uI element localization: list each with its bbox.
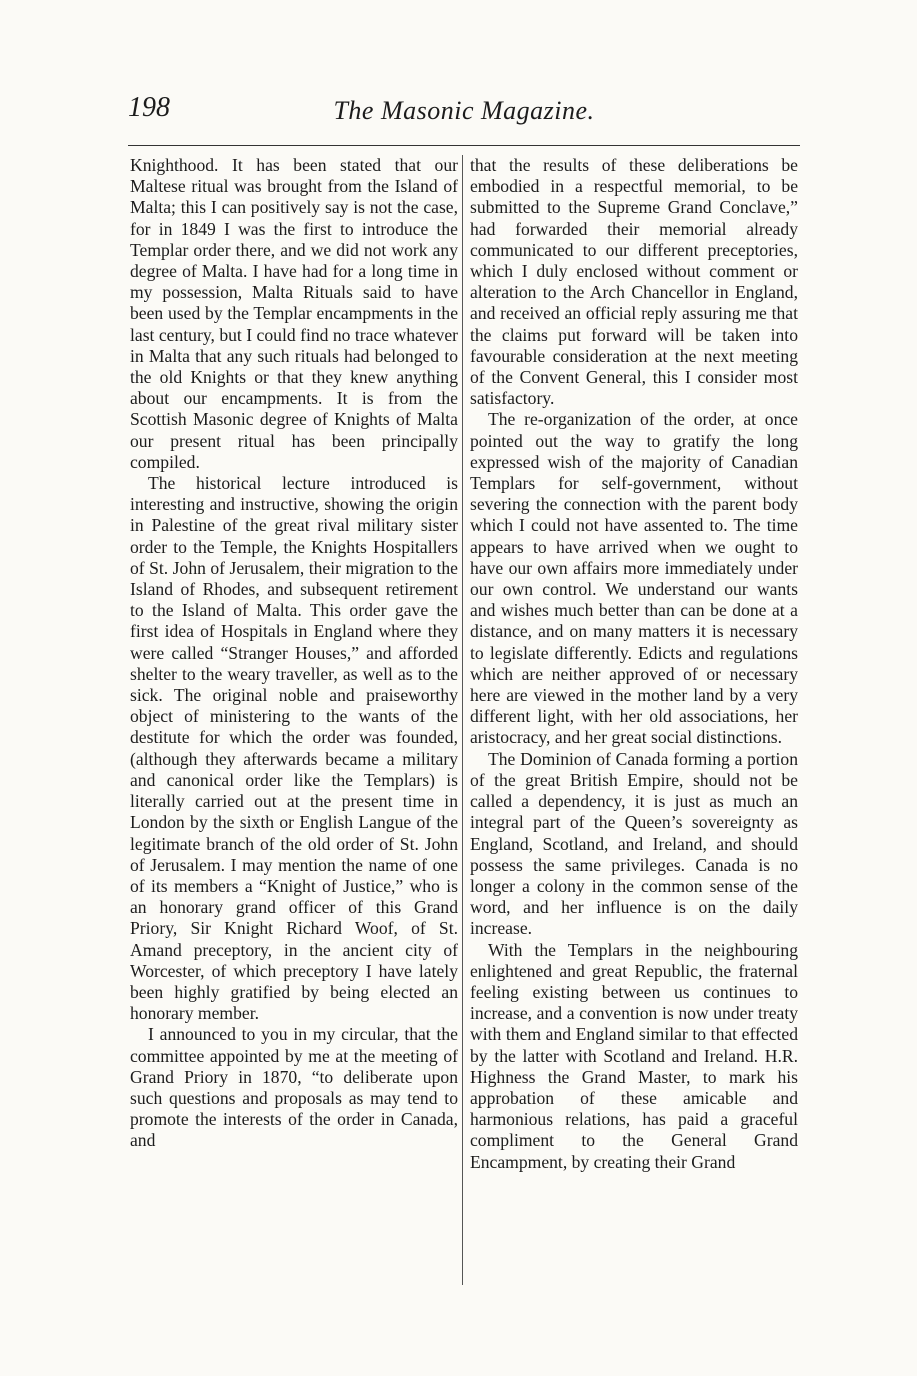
running-title: The Masonic Magazine.	[333, 96, 595, 125]
page-header	[128, 92, 800, 132]
paragraph: The Dominion of Canada forming a portion of the great British Empire, should not be called a dependency, it is just as much an integral part of the Queen’s sovereignty as England, Scotland, and Ireland, and should possess the same privileges. Canada is no longer a colony in the common sense of the word, and her influence is on the daily increase.	[470, 748, 798, 939]
left-column	[130, 155, 458, 1152]
header-rule	[128, 145, 800, 146]
column-divider	[462, 155, 463, 1285]
paragraph: The re-organization of the order, at once pointed out the way to gratify the long expressed wish of the majority of Canadian Templars for self-government, without severing the connection with the parent body which I could not have assented to. The time appears to have arrived when we ought to have our own affairs more immediately under our own control. We understand our wants and wishes much better than can be done at a distance, and on many matters it is necessary to legislate differently. Edicts and regulations which are neither approved of or necessary here are viewed in the mother land by a very different light, with her old associations, her aristocracy, and her great social distinctions.	[470, 409, 798, 748]
paragraph: that the results of these deliberations be embodied in a respectful memorial, to be submitted to the Supreme Grand Conclave,” had forwarded their memorial already communicated to our different preceptories, which I duly enclosed without comment or alteration to the Arch Chancellor in England, and received an official reply assuring me that the claims put forward will be taken into favourable consideration at the next meeting of the Convent General, this I consider most satisfactory.	[470, 155, 798, 409]
right-column	[470, 155, 798, 1173]
paragraph: With the Templars in the neighbouring enlightened and great Republic, the fraternal feeling existing between us continues to increase, and a convention is now under treaty with them and England similar to that effected by the latter with Scotland and Ireland. H.R. Highness the Grand Master, to mark his approbation of these amicable and harmonious relations, has paid a graceful compliment to the General Grand Encampment, by creating their Grand	[470, 939, 798, 1172]
paragraph: I announced to you in my circular, that the committee appointed by me at the meeting of Grand Priory in 1870, “to deliberate upon such questions and proposals as may tend to promote the interests of the order in Canada, and	[130, 1024, 458, 1151]
paragraph: Knighthood. It has been stated that our Maltese ritual was brought from the Island of Malta; this I can positively say is not the case, for in 1849 I was the first to introduce the Templar order there, and we did not work any degree of Malta. I have had for a long time in my possession, Malta Rituals said to have been used by the Templar encampments in the last century, but I could find no trace whatever in Malta that any such rituals had belonged to the old Knights or that they knew anything about our encampments. It is from the Scottish Masonic degree of Knights of Malta our present ritual has been principally compiled.	[130, 155, 458, 472]
paragraph: The historical lecture introduced is interesting and instructive, showing the origin in Palestine of the great rival military sister order to the Temple, the Knights Hospitallers of St. John of Jerusalem, their migration to the Island of Rhodes, and subsequent retirement to the Island of Malta. This order gave the first idea of Hospitals in England where they were called “Stranger Houses,” and afforded shelter to the weary traveller, as well as to the sick. The original noble and praiseworthy object of ministering to the wants of the destitute for which the order was founded, (although they afterwards became a military and canonical order like the Templars) is literally carried out at the present time in London by the sixth or English Langue of the legitimate branch of the old order of St. John of Jerusalem. I may mention the name of one of its members a “Knight of Justice,” who is an honorary grand officer of this Grand Priory, Sir Knight Richard Woof, of St. Amand preceptory, in the ancient city of Worcester, of which preceptory I have lately been highly gratified by being elected an honorary member.	[130, 473, 458, 1024]
page-number: 198	[128, 92, 170, 123]
